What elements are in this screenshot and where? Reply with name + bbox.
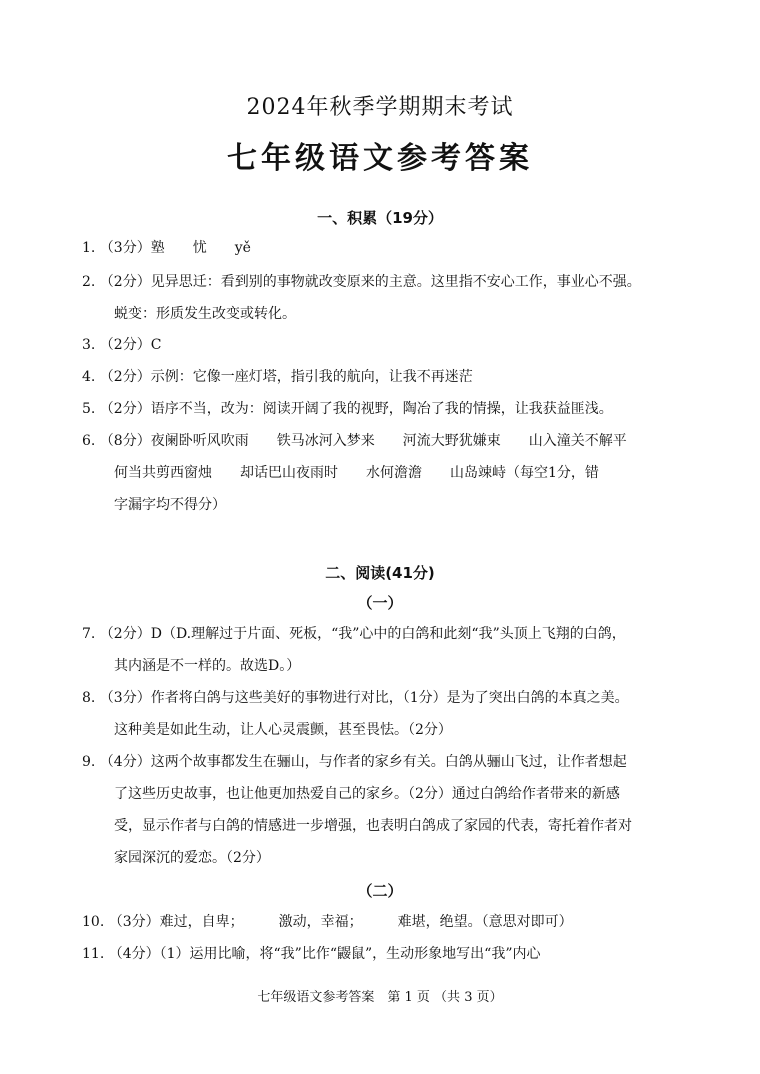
answer-q7 xyxy=(82,618,682,682)
subsection-heading-1: （一） xyxy=(357,594,403,612)
answer-q3 xyxy=(82,329,682,361)
answer-line: 蜕变：形质发生改变或转化。 xyxy=(114,306,296,322)
answer-line: 3. （2分）C xyxy=(82,337,162,353)
answer-line: 2. （2分）见异思迁：看到别的事物就改变原来的主意。这里指不安心工作，事业心不强。 xyxy=(82,274,641,290)
answer-q2 xyxy=(82,266,682,330)
answer-line: 受，显示作者与白鸽的情感进一步增强，也表明白鸽成了家园的代表，寄托着作者对 xyxy=(114,818,632,834)
answer-line: 11. （4分）（1）运用比喻，将“我”比作“鼹鼠”，生动形象地写出“我”内心 xyxy=(82,946,541,962)
answer-line: 4. （2分）示例：它像一座灯塔，指引我的航向，让我不再迷茫 xyxy=(82,369,473,385)
answer-q10 xyxy=(82,906,682,938)
exam-title: 2024年秋季学期期末考试 xyxy=(246,95,514,120)
answer-line: 1. （3分）塾 忧 yě xyxy=(82,240,251,256)
answer-line: 字漏字均不得分） xyxy=(114,497,226,513)
answer-line: 7. （2分）D（D.理解过于片面、死板，“我”心中的白鸽和此刻“我”头顶上飞翔的白鸽， xyxy=(82,626,626,642)
section-heading-reading: 二、阅读(41分) xyxy=(325,564,435,582)
subsection-heading-2: （二） xyxy=(357,882,403,900)
section-heading-accumulation: 一、积累（19分） xyxy=(317,209,443,227)
answer-q9 xyxy=(82,746,682,874)
answer-line: 10. （3分）难过，自卑； 激动，幸福； 难堪，绝望。（意思对即可） xyxy=(82,914,573,930)
answer-q4 xyxy=(82,361,682,393)
answer-q6 xyxy=(82,425,682,521)
answer-line: 其内涵是不一样的。故选D。） xyxy=(114,658,301,674)
answer-q1 xyxy=(82,232,682,264)
answer-q11 xyxy=(82,938,682,970)
answer-line: 8. （3分）作者将白鸽与这些美好的事物进行对比，（1分）是为了突出白鸽的本真之美。 xyxy=(82,690,629,706)
answer-q8 xyxy=(82,682,682,746)
answer-line: 9. （4分）这两个故事都发生在骊山，与作者的家乡有关。白鸽从骊山飞过，让作者想起 xyxy=(82,754,627,770)
answer-line: 了这些历史故事，也让他更加热爱自己的家乡。（2分）通过白鸽给作者带来的新感 xyxy=(114,786,620,802)
answer-line: 这种美是如此生动，让人心灵震颤，甚至畏怯。（2分） xyxy=(114,722,452,738)
page-footer: 七年级语文参考答案 第 1 页 （共 3 页） xyxy=(257,990,503,1005)
answer-line: 6. （8分）夜阑卧听风吹雨 铁马冰河入梦来 河流大野犹嫌束 山入潼关不解平 xyxy=(82,433,627,449)
answer-line: 家园深沉的爱恋。（2分） xyxy=(114,850,270,866)
document-title: 七年级语文参考答案 xyxy=(227,141,533,176)
answer-q5 xyxy=(82,393,682,425)
answer-line: 何当共剪西窗烛 却话巴山夜雨时 水何澹澹 山岛竦峙（每空1分，错 xyxy=(114,465,599,481)
answer-line: 5. （2分）语序不当，改为：阅读开阔了我的视野，陶冶了我的情操，让我获益匪浅。 xyxy=(82,401,613,417)
